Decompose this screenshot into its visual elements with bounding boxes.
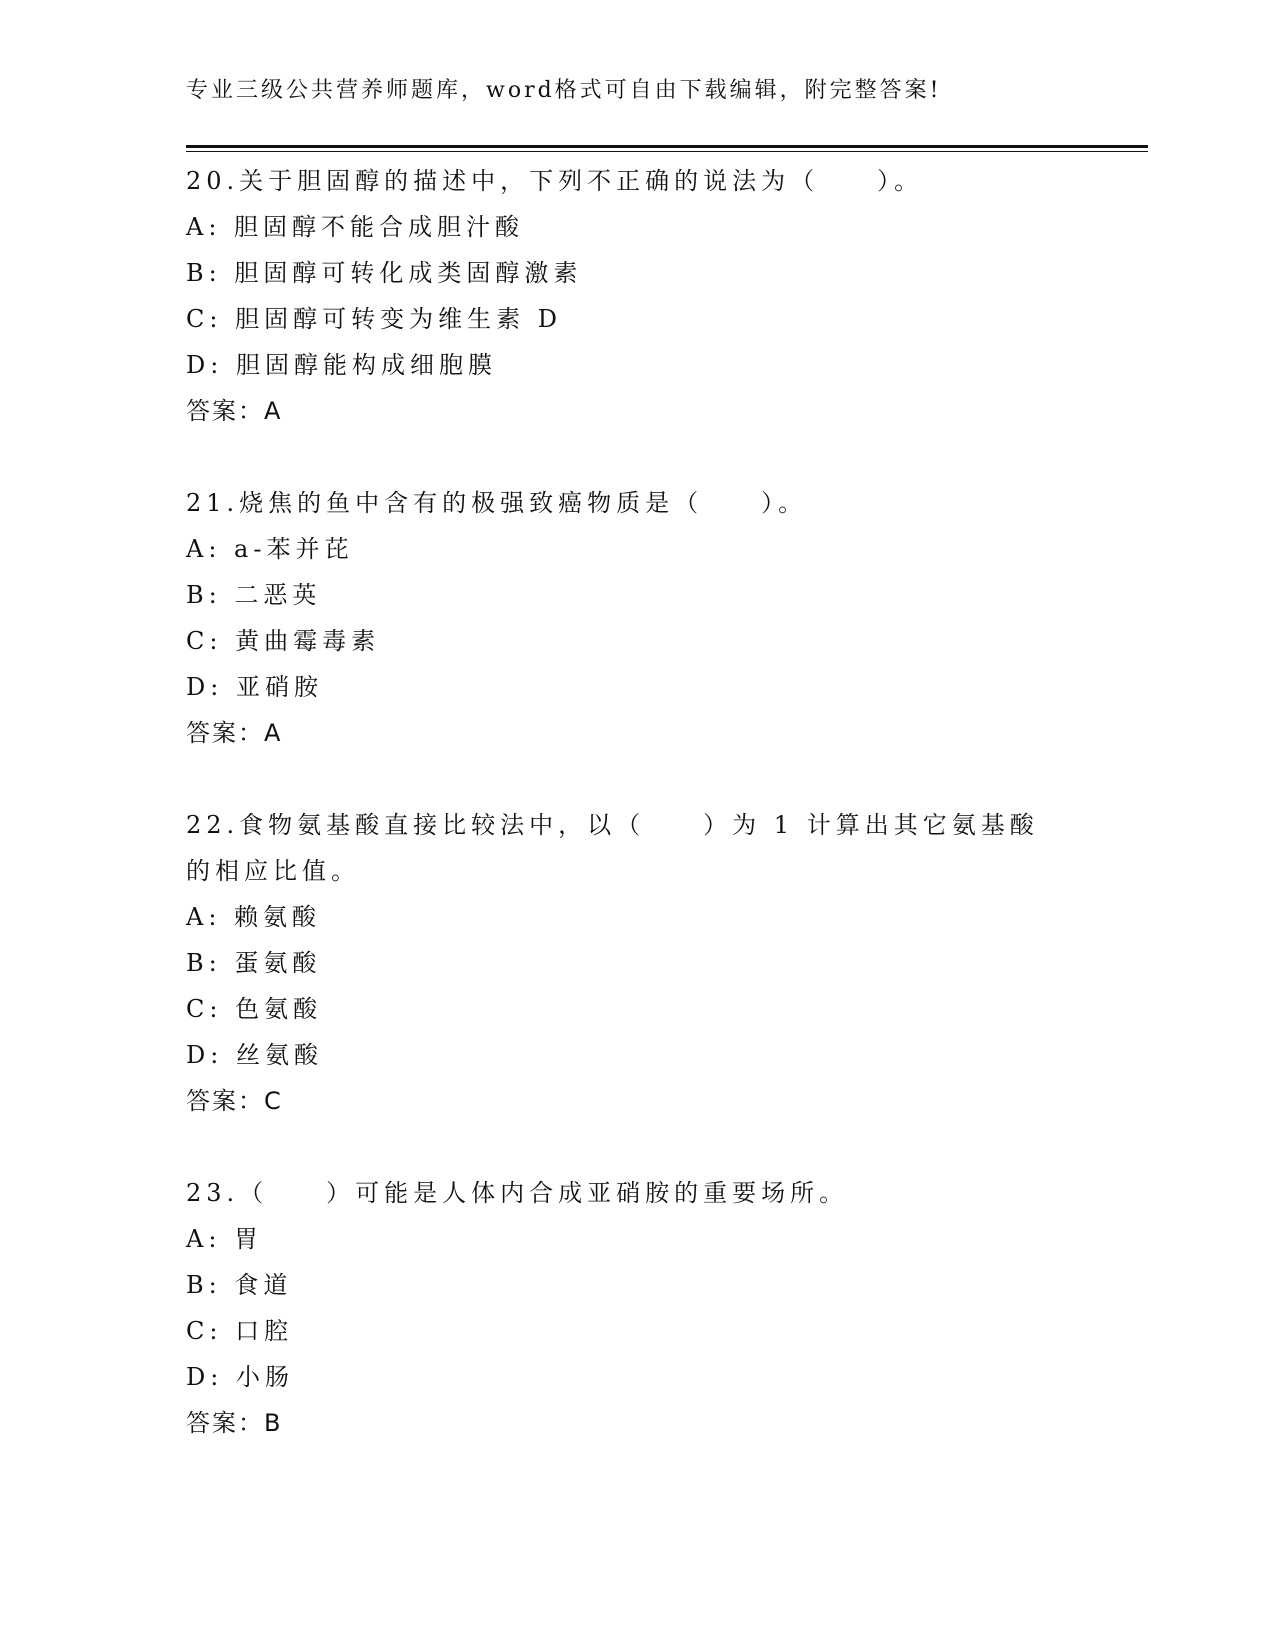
question-stem: 23.（ ）可能是人体内合成亚硝胺的重要场所。 bbox=[186, 1179, 849, 1207]
option-d: D: 亚硝胺 bbox=[186, 673, 323, 701]
question-stem: 21.烧焦的鱼中含有的极强致癌物质是（ ）。 bbox=[186, 489, 808, 517]
question-21 bbox=[186, 480, 1086, 756]
question-22 bbox=[186, 802, 1086, 1124]
option-d: D: 小肠 bbox=[186, 1363, 294, 1391]
option-d: D: 丝氨酸 bbox=[186, 1041, 323, 1069]
answer-line: 答案：B bbox=[186, 1409, 283, 1437]
option-b: B: 食道 bbox=[186, 1271, 293, 1299]
page-header: 专业三级公共营养师题库，word格式可自由下载编辑，附完整答案! bbox=[186, 78, 942, 103]
option-a: A: a-苯并芘 bbox=[186, 535, 354, 563]
question-stem: 20.关于胆固醇的描述中，下列不正确的说法为（ ）。 bbox=[186, 167, 924, 195]
option-c: C: 口腔 bbox=[186, 1317, 294, 1345]
question-list bbox=[186, 158, 1086, 1492]
option-c: C: 色氨酸 bbox=[186, 995, 323, 1023]
question-23 bbox=[186, 1170, 1086, 1446]
header-rule-thin bbox=[186, 151, 1148, 152]
option-a: A: 赖氨酸 bbox=[186, 903, 322, 931]
answer-line: 答案：A bbox=[186, 719, 283, 747]
option-b: B: 二恶英 bbox=[186, 581, 322, 609]
option-a: A: 胆固醇不能合成胆汁酸 bbox=[186, 213, 525, 241]
option-b: B: 胆固醇可转化成类固醇激素 bbox=[186, 259, 583, 287]
answer-line: 答案：A bbox=[186, 397, 283, 425]
option-c: C: 胆固醇可转变为维生素 D bbox=[186, 305, 562, 333]
answer-line: 答案：C bbox=[186, 1087, 283, 1115]
option-d: D: 胆固醇能构成细胞膜 bbox=[186, 351, 497, 379]
header-rule-thick bbox=[186, 145, 1148, 148]
option-c: C: 黄曲霉毒素 bbox=[186, 627, 381, 655]
question-20 bbox=[186, 158, 1086, 434]
option-a: A: 胃 bbox=[186, 1225, 264, 1253]
option-b: B: 蛋氨酸 bbox=[186, 949, 322, 977]
question-stem: 22.食物氨基酸直接比较法中，以（ ）为 1 计算出其它氨基酸的相应比值。 bbox=[186, 811, 1039, 885]
